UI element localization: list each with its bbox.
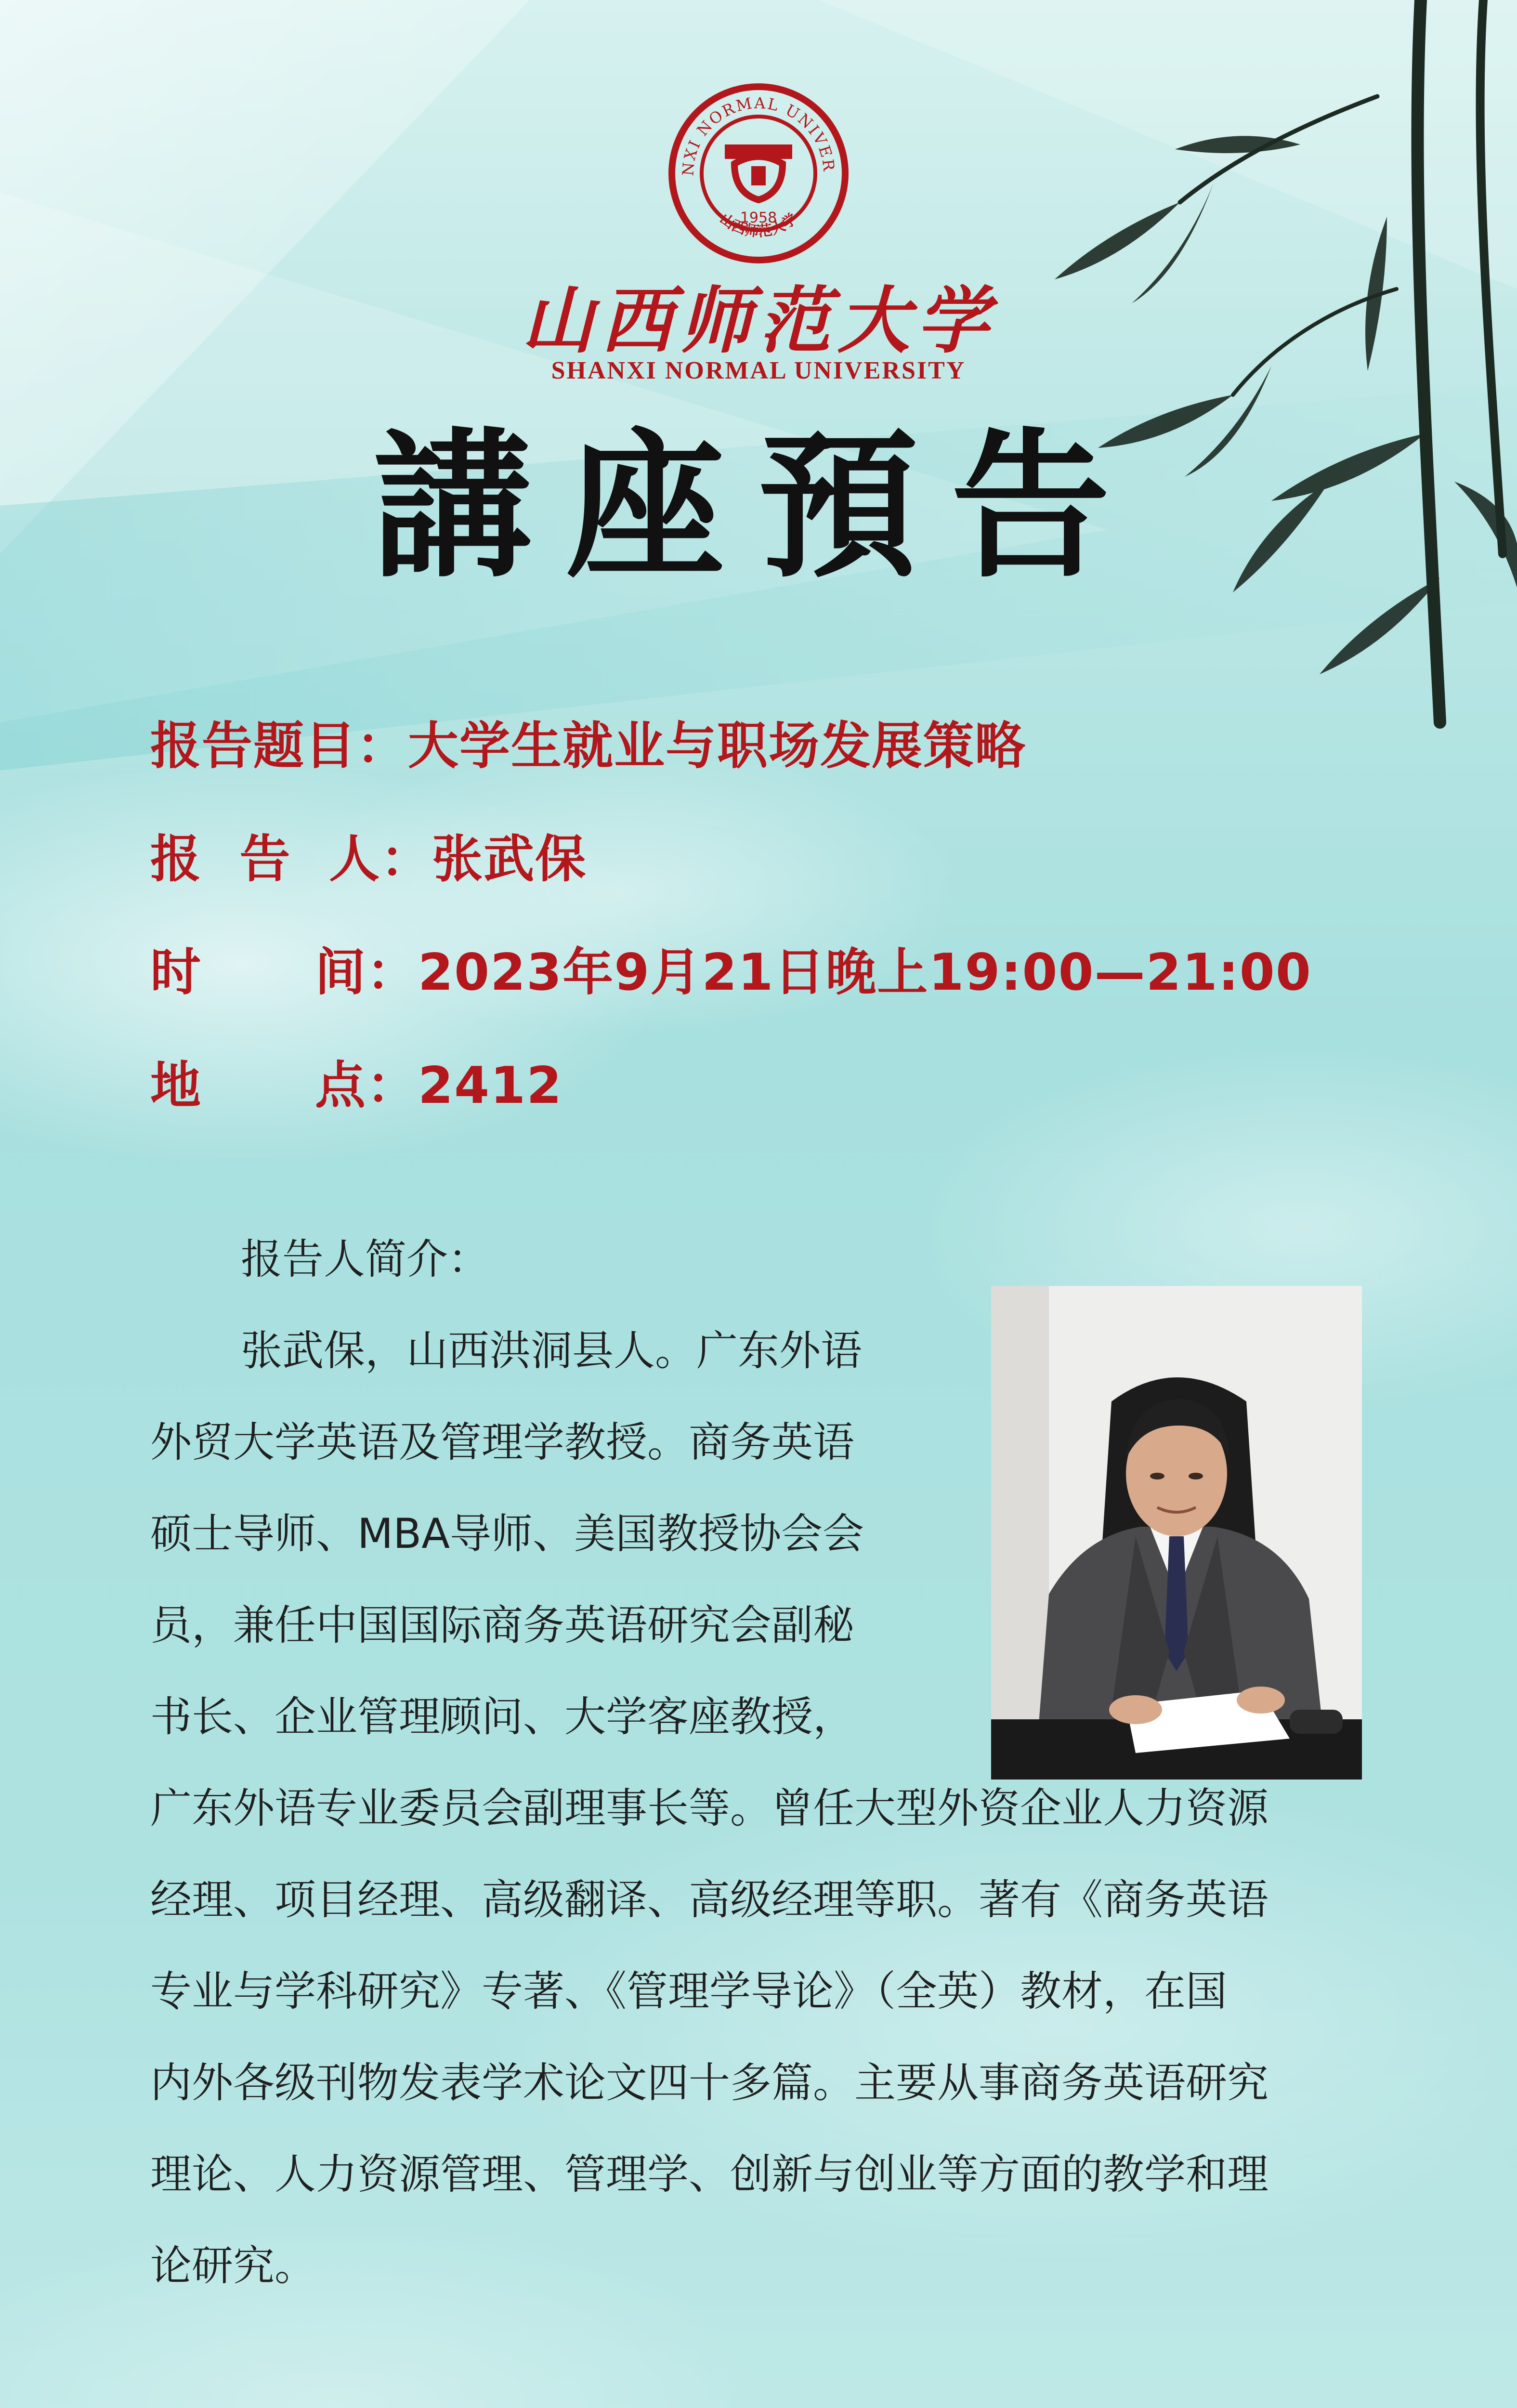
place-label-1: 地: [150, 1056, 202, 1115]
bio-line-4: 员，兼任中国国际商务英语研究会副秘: [150, 1601, 854, 1649]
speaker-photo: [991, 1286, 1362, 1780]
speaker-label: 报 告 人：: [150, 830, 432, 889]
bio-line-10: 理论、人力资源管理、管理学、创新与创业等方面的教学和理: [150, 2150, 1269, 2199]
poster-title: 講座預告: [373, 412, 1144, 599]
place-value: 2412: [418, 1056, 563, 1115]
bio-line-11: 论研究。: [150, 2242, 316, 2290]
time-value: 2023年9月21日晚上19:00—21:00: [418, 943, 1312, 1002]
bio-line-2: 外贸大学英语及管理学教授。商务英语: [150, 1418, 854, 1466]
topic-value: 大学生就业与职场发展策略: [408, 717, 1027, 775]
logo-ring-bottom: 山西师范大学: [716, 210, 801, 240]
bio-line-1: 张武保，山西洪洞县人。广东外语: [241, 1327, 862, 1375]
time-label-1: 时: [150, 943, 202, 1002]
university-seal-logo: [667, 82, 850, 265]
school-name-cn: 山西师范大学: [521, 278, 995, 363]
bio-line-8: 专业与学科研究》专著、《管理学导论》（全英）教材，在国: [150, 1967, 1227, 2015]
speaker-value: 张武保: [432, 830, 587, 889]
time-line: [150, 932, 1312, 1005]
place-label-2: 点：: [315, 1056, 418, 1115]
place-line: [150, 1045, 562, 1118]
bio-line-5: 书长、企业管理顾问、大学客座教授，: [150, 1693, 854, 1741]
school-name-en: SHANXI NORMAL UNIVERSITY: [551, 357, 966, 384]
logo-ring-text: NXI NORMAL UNIVER: [679, 93, 838, 177]
time-label-2: 间：: [315, 943, 418, 1002]
speaker-line: [150, 819, 587, 891]
logo-year: 1958: [740, 209, 777, 226]
bio-line-7: 经理、项目经理、高级翻译、高级经理等职。著有《商务英语: [150, 1876, 1269, 1924]
bio-line-6: 广东外语专业委员会副理事长等。曾任大型外资企业人力资源: [150, 1784, 1269, 1832]
topic-label: 报告题目：: [150, 717, 408, 775]
bio-heading: 报告人简介：: [241, 1235, 489, 1283]
bio-line-9: 内外各级刊物发表学术论文四十多篇。主要从事商务英语研究: [150, 2059, 1269, 2107]
topic-line: [150, 706, 1026, 778]
bio-line-3: 硕士导师、MBA导师、美国教授协会会: [150, 1510, 864, 1558]
